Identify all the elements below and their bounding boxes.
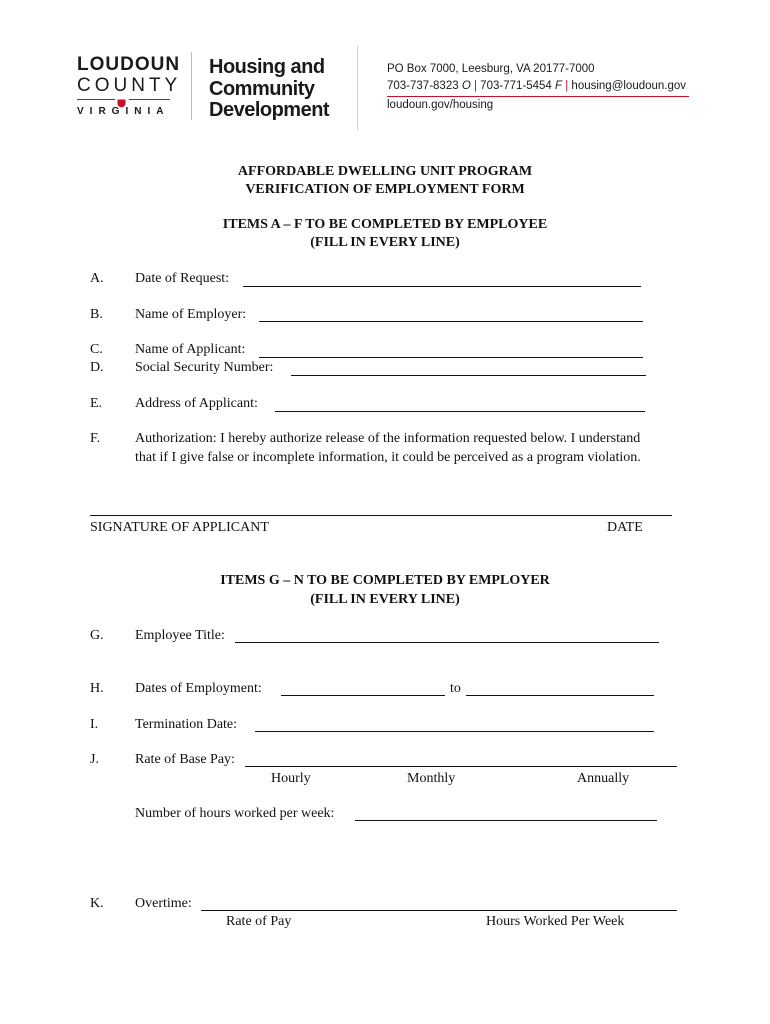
header-divider	[357, 46, 358, 130]
dept-name-line3: Development	[209, 99, 330, 121]
item-letter-j: J.	[90, 752, 99, 767]
overtime-rate-label: Rate of Pay	[226, 914, 292, 929]
pay-option-annually: Annually	[577, 771, 630, 786]
item-letter-g: G.	[90, 628, 104, 643]
dept-name-line1: Housing and	[209, 56, 325, 78]
item-letter-b: B.	[90, 307, 103, 322]
employee-heading-sub: (FILL IN EVERY LINE)	[310, 235, 460, 250]
logo-red-rule-right	[129, 99, 170, 100]
employee-title-label: Employee Title:	[135, 628, 225, 643]
employee-title-field[interactable]	[235, 642, 659, 643]
applicant-name-label: Name of Applicant:	[135, 342, 246, 357]
applicant-name-field[interactable]	[259, 357, 643, 358]
applicant-address-label: Address of Applicant:	[135, 396, 258, 411]
item-letter-e: E.	[90, 396, 103, 411]
county-name-virginia: VIRGINIA	[77, 106, 170, 117]
item-letter-d: D.	[90, 360, 104, 375]
mailing-address: PO Box 7000, Leesburg, VA 20177-7000	[387, 63, 595, 75]
date-of-request-field[interactable]	[243, 286, 641, 287]
overtime-label: Overtime:	[135, 896, 192, 911]
base-pay-field[interactable]	[245, 766, 677, 767]
date-of-request-label: Date of Request:	[135, 271, 230, 286]
county-name-county: COUNTY	[77, 75, 182, 96]
fax-number: 703-771-5454	[480, 80, 552, 92]
dept-name-line2: Community	[209, 78, 315, 100]
item-letter-a: A.	[90, 271, 104, 286]
contact-phones: 703-737-8323 O | 703-771-5454 F | housing@loudoun.gov	[387, 80, 687, 92]
authorization-text-line2: that if I give false or incomplete information, it could be perceived as a program violation.	[135, 450, 641, 465]
employer-name-field[interactable]	[259, 321, 643, 322]
item-letter-f: F.	[90, 431, 101, 446]
item-letter-k: K.	[90, 896, 104, 911]
employment-dates-label: Dates of Employment:	[135, 681, 262, 696]
logo-red-rule-left	[77, 99, 115, 100]
phone-label: O	[461, 80, 471, 92]
termination-date-label: Termination Date:	[135, 717, 238, 732]
employer-heading-sub: (FILL IN EVERY LINE)	[310, 592, 460, 607]
employment-to-label: to	[450, 681, 461, 696]
item-letter-c: C.	[90, 342, 103, 357]
logo-divider	[191, 52, 192, 120]
signature-date-label: DATE	[607, 520, 643, 535]
form-title-line2: VERIFICATION OF EMPLOYMENT FORM	[245, 182, 525, 197]
signature-field[interactable]	[90, 515, 672, 516]
fax-label: F	[555, 80, 563, 92]
contact-red-rule	[387, 96, 689, 97]
item-letter-i: I.	[90, 717, 99, 732]
hours-per-week-label: Number of hours worked per week:	[135, 806, 335, 821]
employment-end-field[interactable]	[466, 695, 654, 696]
ssn-field[interactable]	[291, 375, 646, 376]
email-link[interactable]: housing@loudoun.gov	[571, 80, 687, 92]
applicant-address-field[interactable]	[275, 411, 645, 412]
employee-heading: ITEMS A – F TO BE COMPLETED BY EMPLOYEE	[222, 217, 548, 232]
overtime-hours-label: Hours Worked Per Week	[486, 914, 625, 929]
item-letter-h: H.	[90, 681, 104, 696]
hours-per-week-field[interactable]	[355, 820, 657, 821]
county-name-loudoun: LOUDOUN	[77, 54, 181, 75]
pay-option-monthly: Monthly	[407, 771, 456, 786]
form-title-line1: AFFORDABLE DWELLING UNIT PROGRAM	[237, 164, 533, 179]
termination-date-field[interactable]	[255, 731, 654, 732]
employer-heading: ITEMS G – N TO BE COMPLETED BY EMPLOYER	[220, 573, 550, 588]
employment-start-field[interactable]	[281, 695, 445, 696]
pay-option-hourly: Hourly	[271, 771, 311, 786]
website-link[interactable]: loudoun.gov/housing	[387, 99, 494, 111]
employer-name-label: Name of Employer:	[135, 307, 247, 322]
shield-icon	[117, 95, 126, 104]
authorization-text-line1: Authorization: I hereby authorize release of the information requested below. I understand	[135, 431, 641, 446]
signature-label: SIGNATURE OF APPLICANT	[90, 520, 269, 535]
base-pay-label: Rate of Base Pay:	[135, 752, 235, 767]
phone-number: 703-737-8323	[387, 80, 459, 92]
overtime-field[interactable]	[201, 910, 677, 911]
ssn-label: Social Security Number:	[135, 360, 274, 375]
